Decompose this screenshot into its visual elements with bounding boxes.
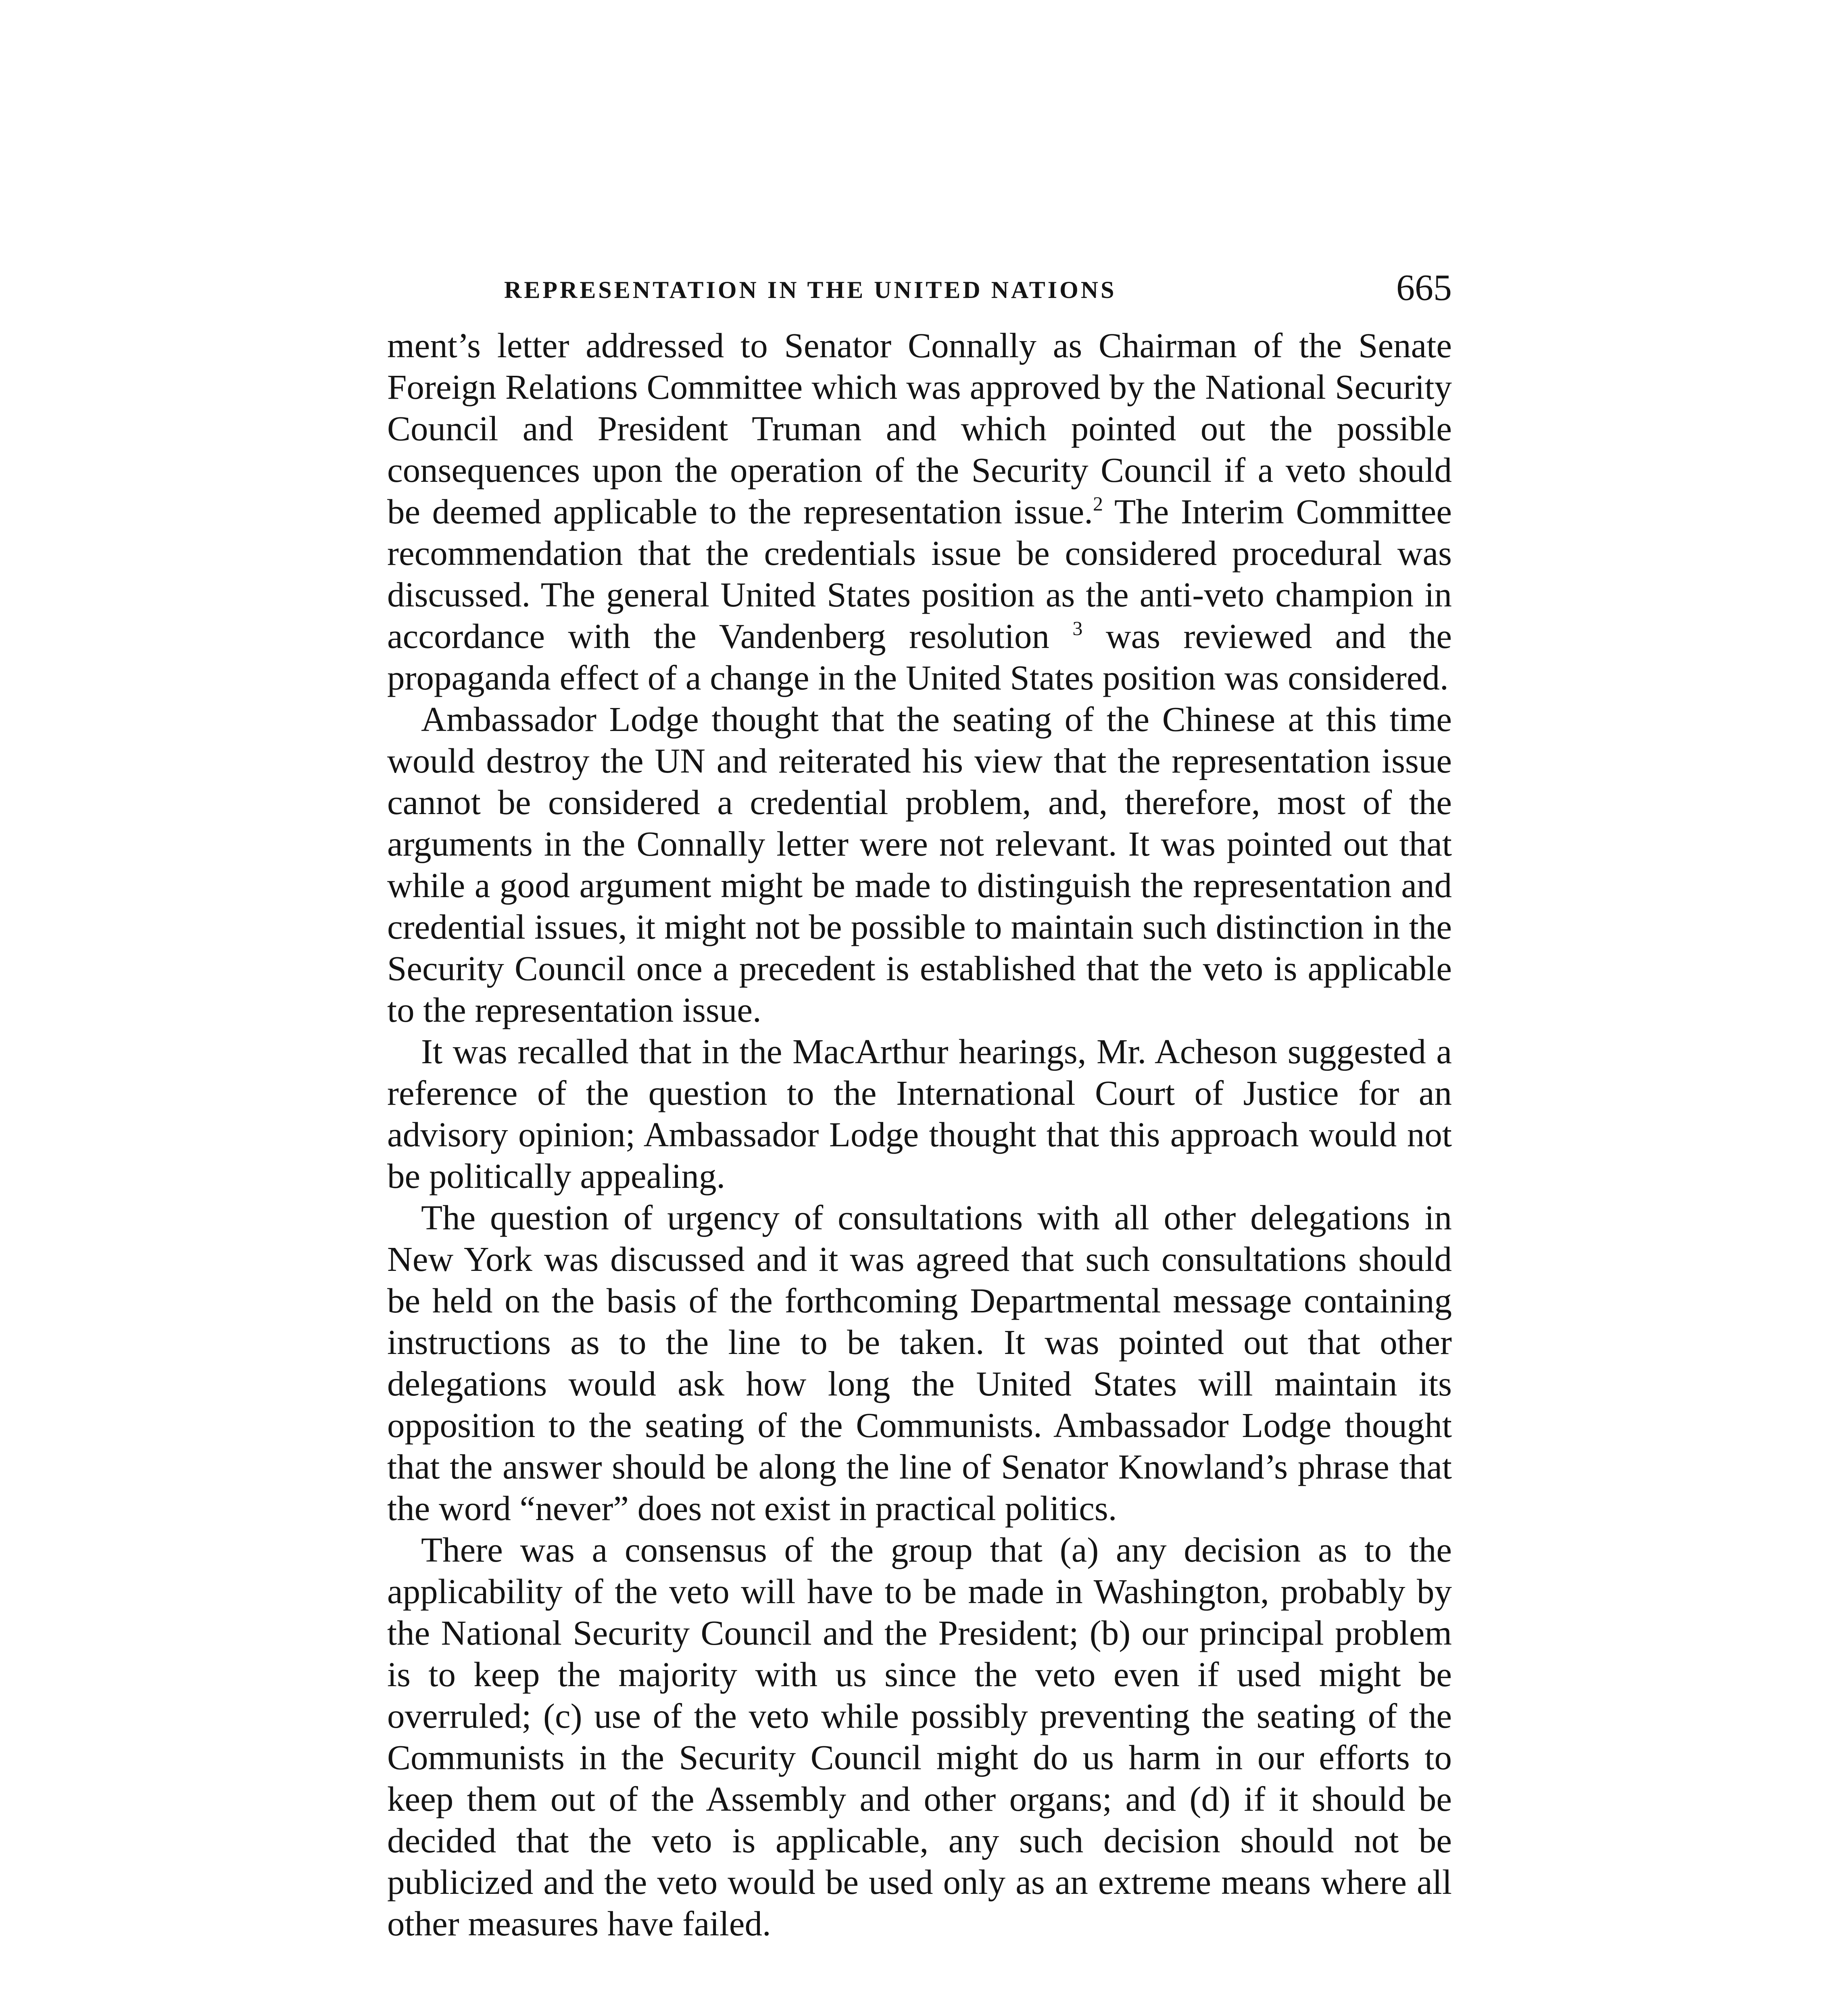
paragraph-2: Ambassador Lodge thought that the seating of the Chinese at this time would destroy the UN and reiterated his view that the representation issue cannot be considered a credential problem, and, therefore, most of the arguments in the Connally letter were not relevant. It was pointed out that while a good argument might be made to distinguish the representation and credential issues, it might not be possible to maintain such distinction in the Security Council once a precedent is established that the veto is applicable to the representation issue. bbox=[387, 700, 1452, 1029]
paragraph-1 bbox=[387, 325, 1452, 698]
paragraph-1-part-a: ment’s letter addressed to Senator Connally as Chairman of the Senate Foreign Relations Committee which was approved by the National Security Council and President Truman and which pointed out the possible consequences upon the operation of the Security Council if a veto should be deemed applicable to the representation issue. bbox=[387, 326, 1452, 531]
paragraph-4: The question of urgency of consultations with all other delegations in New York was discussed and it was agreed that such consultations should be held on the basis of the forthcoming Departmental message containing instructions as to the line to be taken. It was pointed out that other delegations would ask how long the United States will maintain its opposition to the seating of the Communists. Ambassador Lodge thought that the answer should be along the line of Senator Knowland’s phrase that the word “never” does not exist in practical politics. bbox=[387, 1198, 1452, 1528]
page-number: 665 bbox=[1396, 267, 1452, 308]
running-title: REPRESENTATION IN THE UNITED NATIONS bbox=[504, 277, 1117, 303]
paragraph-1-part-c: was reviewed and the propaganda effect of a change in the United States position was considered. bbox=[387, 616, 1452, 697]
footnote-ref-2: 2 bbox=[1093, 492, 1103, 515]
running-head bbox=[387, 262, 1452, 323]
body-text bbox=[387, 325, 1452, 1944]
paragraph-5: There was a consensus of the group that (a) any decision as to the applicability of the veto will have to be made in Washington, probably by the National Security Council and the President; (b) our principal problem is to keep the majority with us since the veto even if used might be overruled; (c) use of the veto while possibly preventing the seating of the Communists in the Security Council might do us harm in our efforts to keep them out of the Assembly and other organs; and (d) if it should be decided that the veto is applicable, any such decision should not be publicized and the veto would be used only as an extreme means where all other measures have failed. bbox=[387, 1530, 1452, 1943]
paragraph-3: It was recalled that in the MacArthur hearings, Mr. Acheson suggested a reference of the question to the International Court of Justice for an advisory opinion; Ambassador Lodge thought that this approach would not be politically appealing. bbox=[387, 1032, 1452, 1195]
paragraph-1-part-b: The Interim Committee recommendation that the credentials issue be considered procedural was discussed. The general United States position as the anti-veto champion in accordance with the Vandenberg resolution bbox=[387, 492, 1452, 656]
footnote-ref-3: 3 bbox=[1072, 617, 1083, 639]
